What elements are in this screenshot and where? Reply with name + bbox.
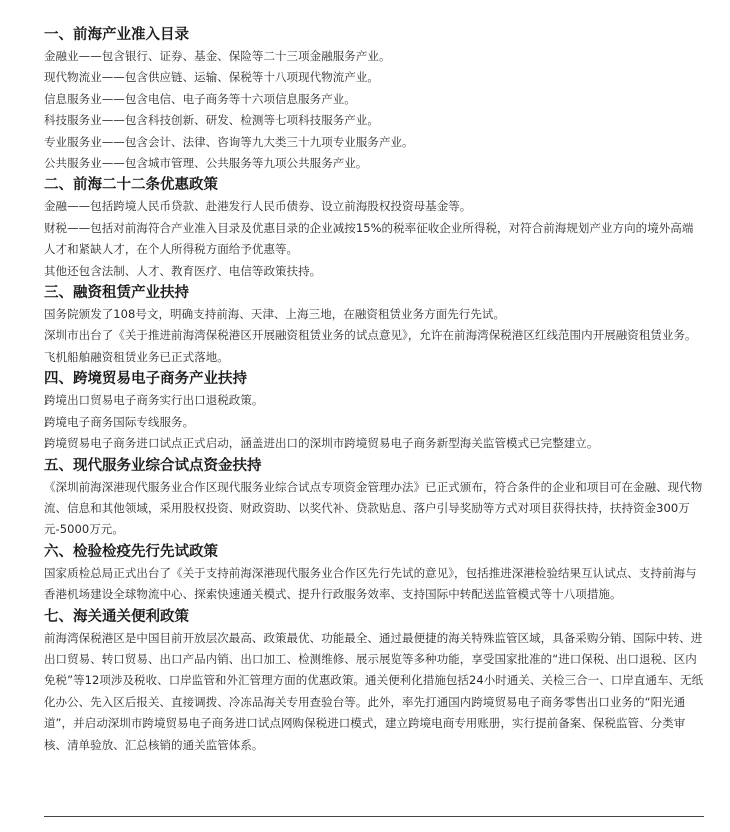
- section-financial-leasing: [44, 282, 704, 368]
- section-heading: 六、检验检疫先行先试政策: [44, 543, 218, 560]
- paragraph: 《深圳前海深港现代服务业合作区现代服务业综合试点专项资金管理办法》已正式颁布，符合条件的企业和项目可在金融、现代物流、信息和其他领域，采用股权投资、财政资助、以奖代补、贷款贴息、落户引导奖励等方式对项目获得扶持，扶持资金300万元-5000万元。: [44, 479, 703, 537]
- section-heading: 二、前海二十二条优惠政策: [44, 177, 218, 194]
- section-cross-border-ecommerce: [44, 368, 704, 454]
- paragraph: 跨境出口贸易电子商务实行出口退税政策。: [44, 393, 264, 408]
- paragraph: 国家质检总局正式出台了《关于支持前海深港现代服务业合作区先行先试的意见》，包括推进深港检验结果互认试点、支持前海与香港机场建设全球物流中心、探索快速通关模式、提升行政服务效率、支持国际中转配送监管模式等十八项措施。: [44, 565, 697, 602]
- paragraph: 公共服务业——包含城市管理、公共服务等九项公共服务产业。: [44, 156, 368, 171]
- paragraph: 信息服务业——包含电信、电子商务等十六项信息服务产业。: [44, 91, 356, 106]
- section-heading: 四、跨境贸易电子商务产业扶持: [44, 371, 247, 388]
- paragraph: 其他还包含法制、人才、教育医疗、电信等政策扶持。: [44, 263, 322, 278]
- paragraph: 财税——包括对前海符合产业准入目录及优惠目录的企业减按15%的税率征收企业所得税，对符合前海规划产业方向的境外高端人才和紧缺人才，在个人所得税方面给予优惠等。: [44, 220, 694, 257]
- paragraph: 现代物流业——包含供应链、运输、保税等十八项现代物流产业。: [44, 70, 379, 85]
- paragraph: 金融——包括跨境人民币贷款、赴港发行人民币债券、设立前海股权投资母基金等。: [44, 199, 472, 214]
- paragraph: 飞机船舶融资租赁业务已正式落地。: [44, 349, 229, 364]
- paragraph: 科技服务业——包含科技创新、研发、检测等七项科技服务产业。: [44, 113, 379, 128]
- section-industry-catalog: [44, 24, 704, 174]
- paragraph: 前海湾保税港区是中国目前开放层次最高、政策最优、功能最全、通过最便捷的海关特殊监管区域，具备采购分销、国际中转、进出口贸易、转口贸易、出口产品内销、出口加工、检测维修、展示展览等多种功能，享受国家批准的“进口保税、出口退税、区内免税”等12项涉及税收、口岸监管和外汇管理方面的优惠政策。通关便利化措施包括24小时通关、关检三合一、口岸直通车、无纸化办公、先入区后报关、直接调拨、冷冻品海关专用查验台等。此外，率先打通国内跨境贸易电子商务零售出口业务的“阳光通道”，并启动深圳市跨境贸易电子商务进口试点网购保税进口模式，建立跨境电商专用账册，实行提前备案、保税监管、分类审核、清单验放、汇总核销的通关监管体系。: [44, 630, 704, 752]
- section-preferential-policies: [44, 174, 704, 282]
- paragraph: 国务院颁发了108号文，明确支持前海、天津、上海三地，在融资租赁业务方面先行先试。: [44, 307, 505, 322]
- section-service-pilot-funding: [44, 455, 704, 541]
- paragraph: 专业服务业——包含会计、法律、咨询等九大类三十九项专业服务产业。: [44, 134, 414, 149]
- section-inspection-quarantine: [44, 541, 704, 606]
- policy-document: [44, 24, 704, 756]
- section-heading: 七、海关通关便利政策: [44, 608, 189, 625]
- section-heading: 三、融资租赁产业扶持: [44, 285, 189, 302]
- paragraph: 跨境贸易电子商务进口试点正式启动，涵盖进出口的深圳市跨境贸易电子商务新型海关监管模式已完整建立。: [44, 436, 599, 451]
- section-heading: 五、现代服务业综合试点资金扶持: [44, 457, 262, 474]
- paragraph: 金融业——包含银行、证券、基金、保险等二十三项金融服务产业。: [44, 49, 391, 63]
- section-heading: 一、前海产业准入目录: [44, 27, 189, 43]
- section-customs-clearance: [44, 606, 704, 756]
- paragraph: 深圳市出台了《关于推进前海湾保税港区开展融资租赁业务的试点意见》，允许在前海湾保税港区红线范围内开展融资租赁业务。: [44, 328, 697, 343]
- paragraph: 跨境电子商务国际专线服务。: [44, 414, 195, 429]
- bottom-divider: [44, 816, 704, 817]
